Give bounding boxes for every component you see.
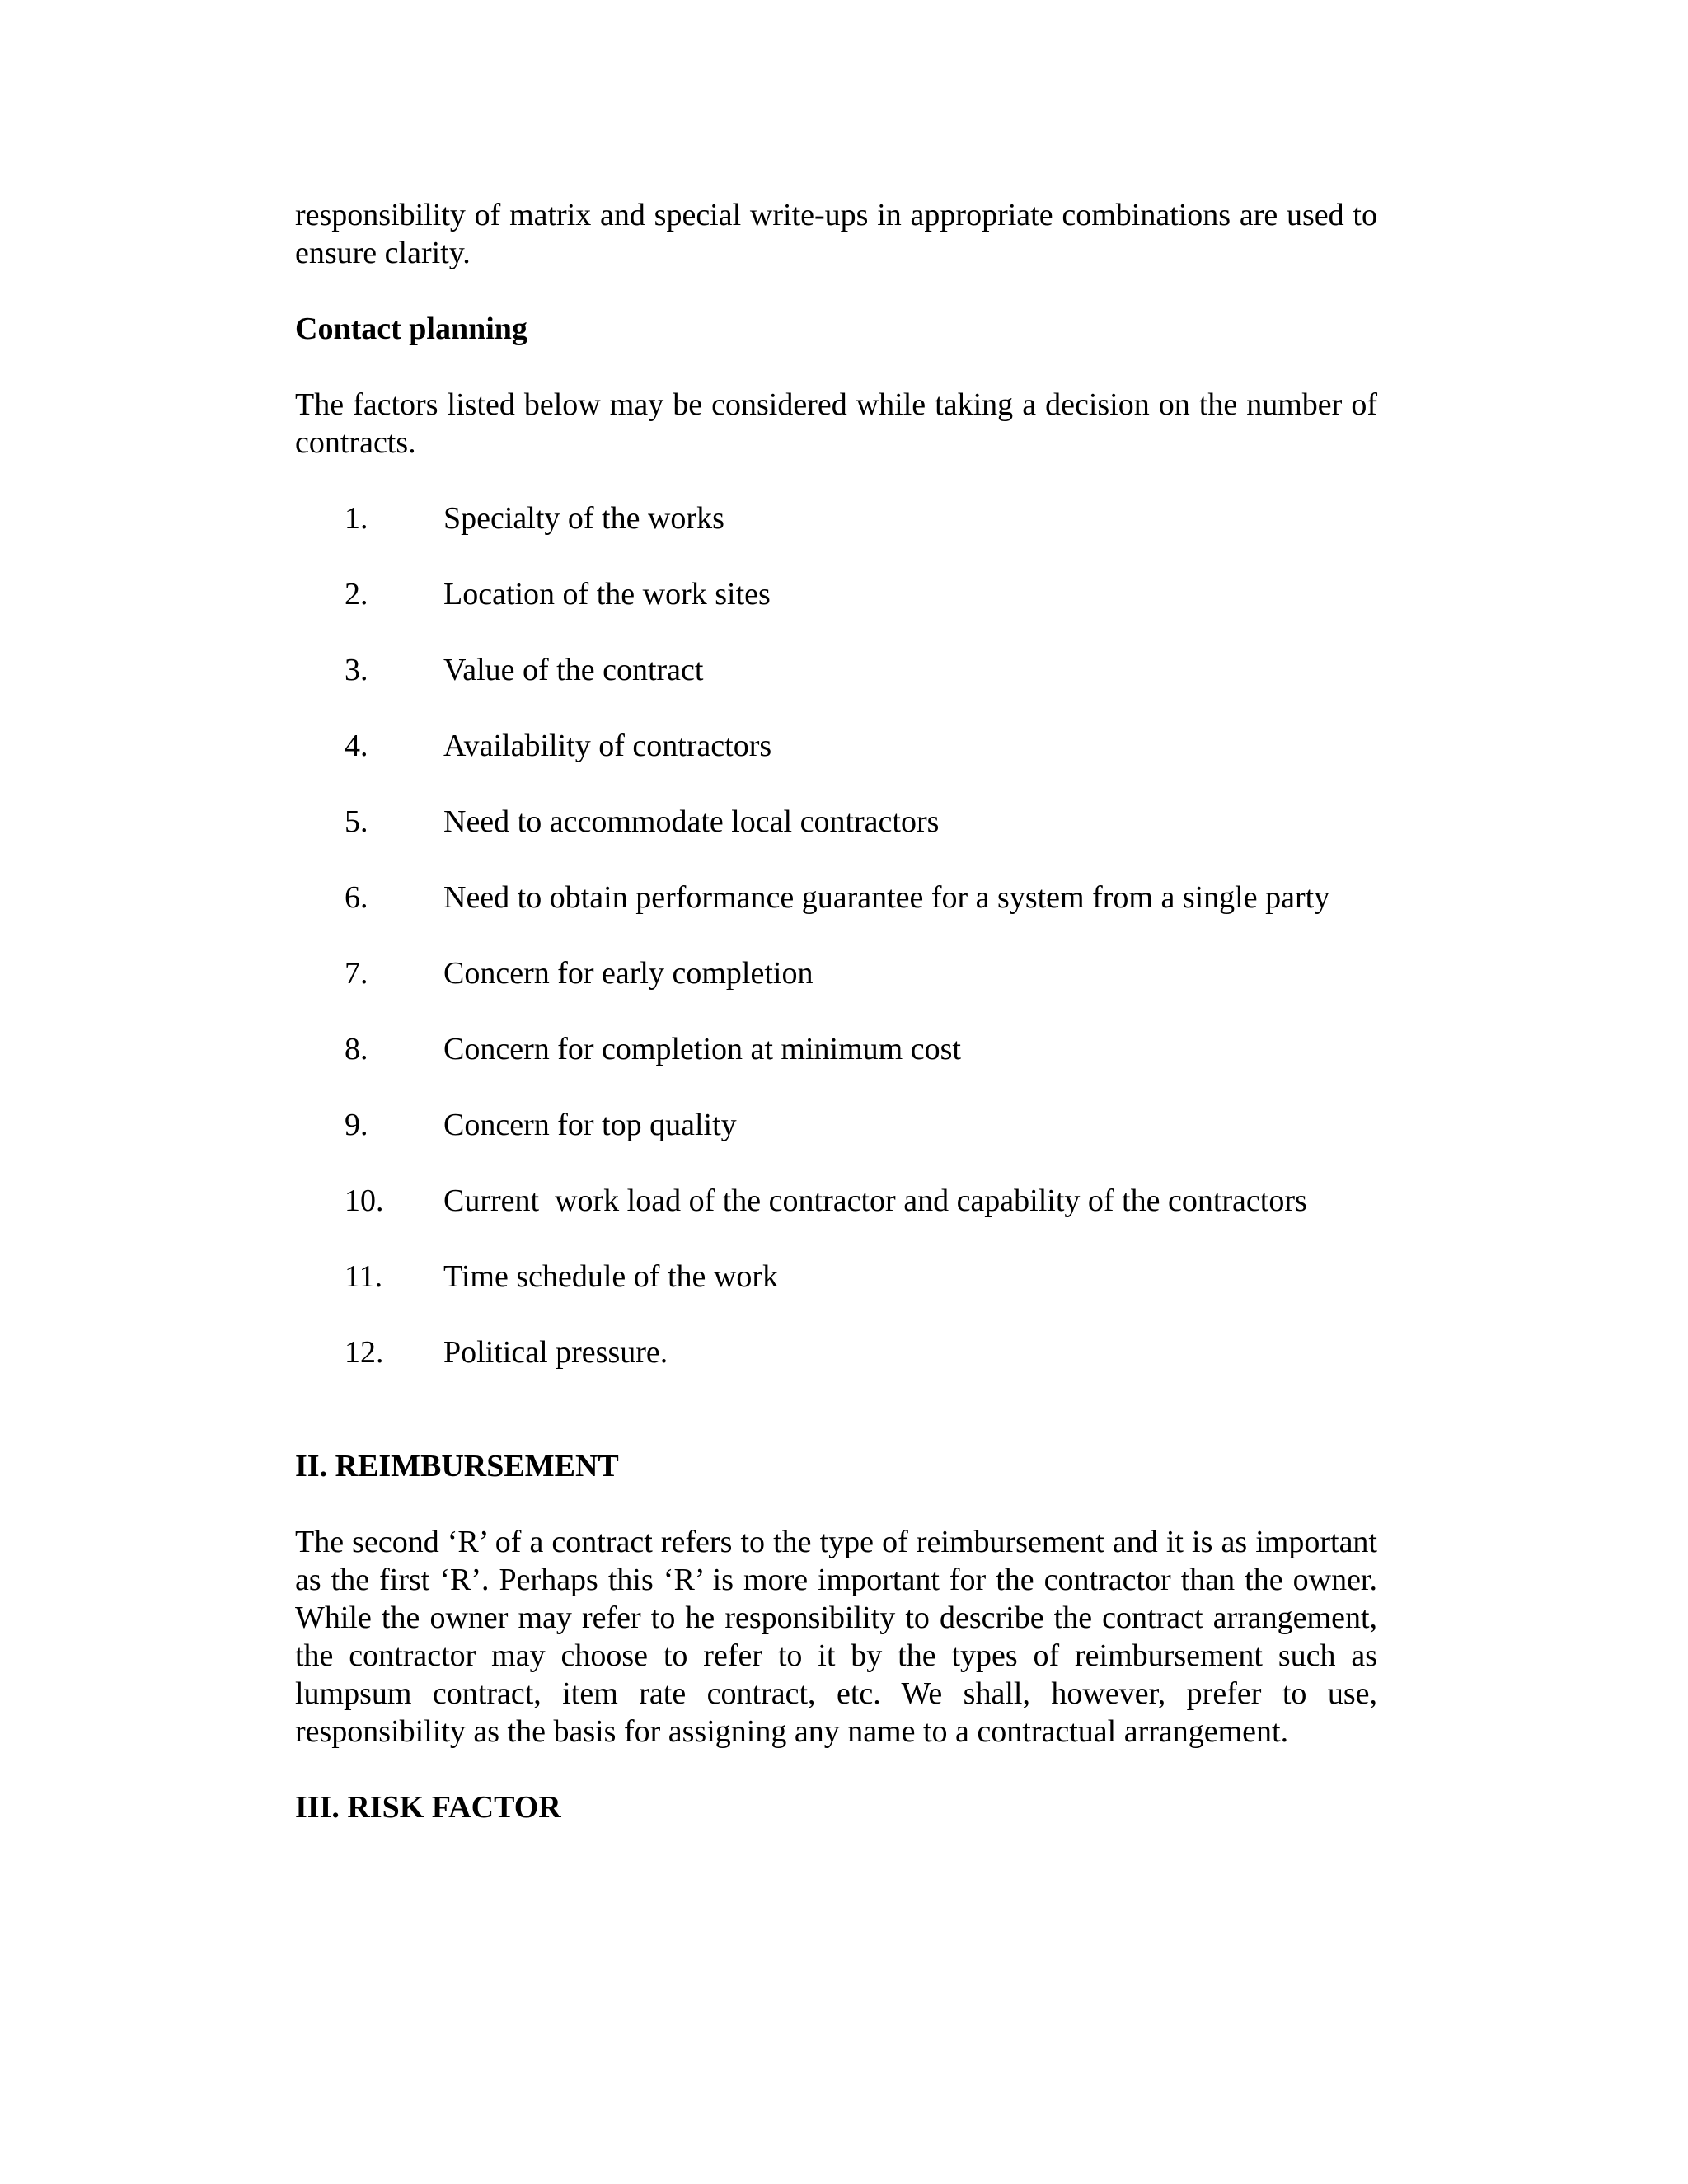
list-item-number: 7. [345,956,368,991]
list-item-text: Concern for top quality [443,1108,737,1142]
list-item [295,575,1377,613]
list-item [295,1106,1377,1144]
list-item-text: Political pressure. [443,1335,668,1370]
list-item-text: Value of the contract [443,653,704,687]
list-item-number: 11. [345,1259,383,1294]
list-item [295,651,1377,689]
list-item [295,1333,1377,1371]
list-item [295,954,1377,992]
list-item [295,879,1377,916]
list-item-number: 5. [345,804,368,839]
list-item-number: 12. [345,1335,384,1370]
factors-list [295,499,1377,1371]
list-item [295,1258,1377,1296]
reimbursement-heading: II. REIMBURSEMENT [295,1449,619,1483]
risk-factor-heading: III. RISK FACTOR [295,1790,561,1825]
list-item-number: 3. [345,653,368,687]
list-item-text: Location of the work sites [443,577,771,612]
list-item-text: Specialty of the works [443,501,724,536]
list-item [295,1030,1377,1068]
list-item-text: Current work load of the contractor and capability of the contractors [443,1183,1307,1218]
list-item-number: 8. [345,1032,368,1066]
list-item-number: 9. [345,1108,368,1142]
list-item-text: Concern for completion at minimum cost [443,1032,961,1066]
list-item-number: 6. [345,880,368,915]
contact-planning-intro: The factors listed below may be considered while taking a decision on the number of contracts. [295,387,1377,460]
intro-continuation-paragraph: responsibility of matrix and special write-ups in appropriate combinations are used to ensure clarity. [295,198,1377,270]
list-item [295,499,1377,537]
list-item-text: Availability of contractors [443,729,772,763]
contact-planning-heading: Contact planning [295,312,528,346]
list-item [295,1182,1377,1220]
list-item-number: 10. [345,1183,384,1218]
list-item [295,727,1377,765]
list-item-text: Concern for early completion [443,956,814,991]
list-item-number: 1. [345,501,368,536]
document-page [295,196,1377,1826]
list-item [295,803,1377,841]
reimbursement-paragraph: The second ‘R’ of a contract refers to the type of reimbursement and it is as important as the first ‘R’. Perhaps this ‘R’ is more important for the contractor than the owner. While the owner may refer to he responsibility to describe the contract arrangement, the contractor may choose to refer to it by the types of reimbursement such as lumpsum contract, item rate contract, etc. We shall, however, prefer to use, responsibility as the basis for assigning any name to a contractual arrangement. [295,1525,1377,1749]
list-item-number: 4. [345,729,368,763]
list-item-text: Time schedule of the work [443,1259,778,1294]
list-item-text: Need to accommodate local contractors [443,804,940,839]
list-item-number: 2. [345,577,368,612]
list-item-text: Need to obtain performance guarantee for a system from a single party [443,880,1330,915]
